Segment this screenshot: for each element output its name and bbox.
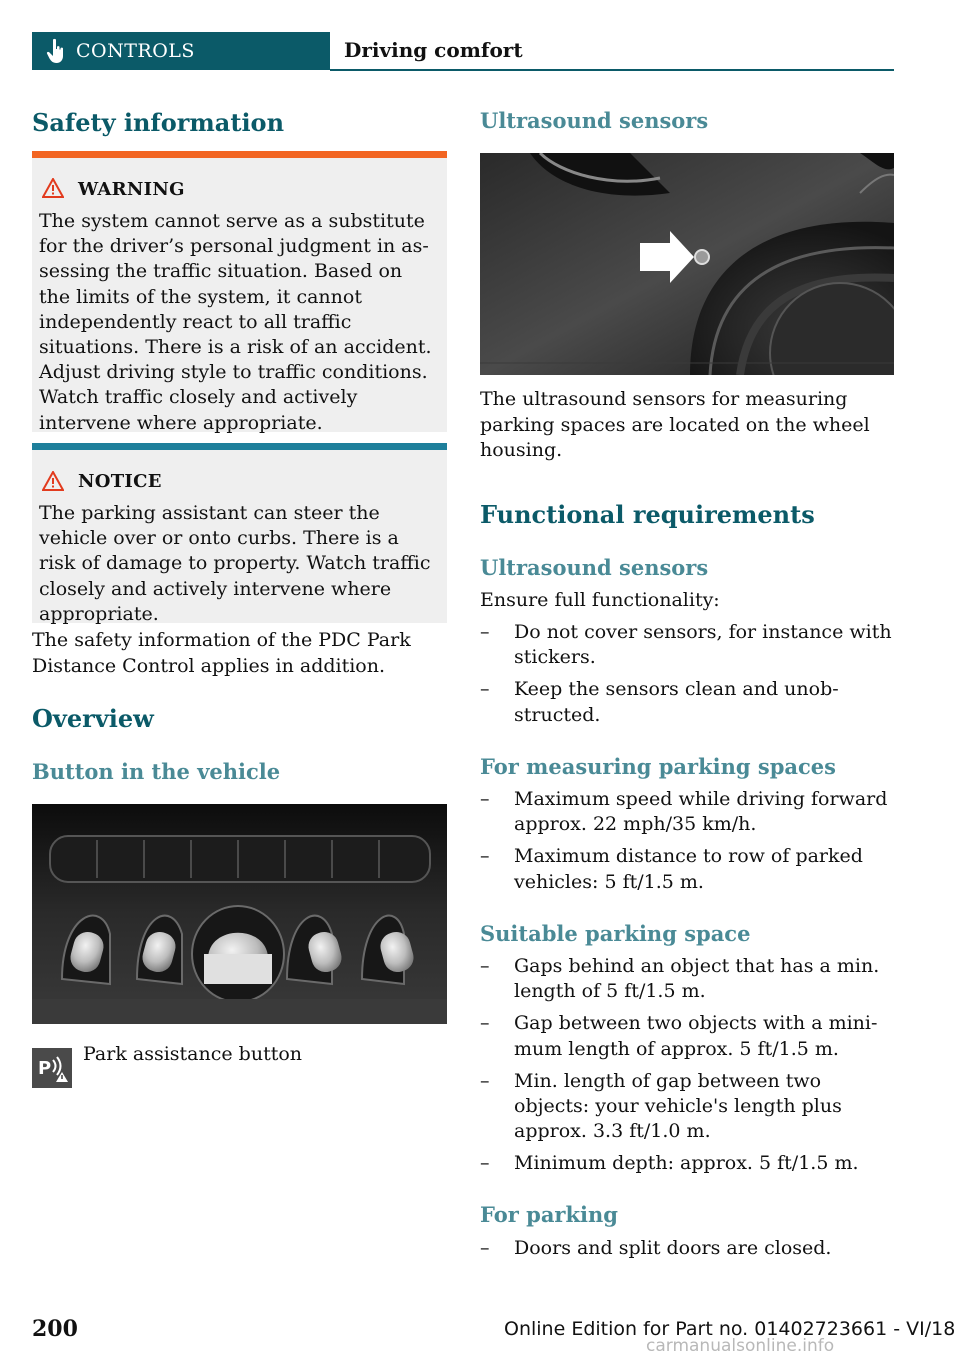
warning-triangle-icon — [42, 178, 64, 198]
list-item: – Gaps behind an object that has a min. length of 5 ft/1.5 m. — [480, 955, 880, 1003]
header-rule — [330, 69, 894, 71]
wheel-sensor-image — [480, 153, 894, 375]
list-item: – Minimum depth: approx. 5 ft/1.5 m. — [480, 1152, 859, 1175]
list-item: – Maximum speed while driving forward approx. 22 mph/35 km/h. — [480, 788, 888, 836]
list-item: – Gap between two objects with a minimum length of approx. 5 ft/1.5 m. — [480, 1012, 878, 1060]
sub2-heading: For measuring parking spaces — [480, 754, 836, 779]
button-caption: Park assistance button — [83, 1043, 303, 1065]
watermark: carmanualsonline.info — [646, 1336, 835, 1356]
overview-heading: Overview — [32, 704, 154, 733]
wheel-sensor-illustration — [480, 153, 894, 375]
functional-heading: Functional requirements — [480, 500, 815, 529]
sub3-heading: Suitable parking space — [480, 921, 751, 946]
notice-triangle-icon — [42, 471, 64, 491]
pdc-text: The safety information of the PDC Park Distance Control applies in addition. — [32, 629, 411, 677]
ultrasound-text: The ultrasound sensors for measuring parking spaces are located on the wheel housing. — [480, 388, 870, 461]
button-heading: Button in the vehicle — [32, 759, 281, 784]
list-item: – Min. length of gap between two objects: your vehicle's length plus approx. 3.3 ft/1.0 m. — [480, 1069, 842, 1143]
ultrasound-heading: Ultrasound sensors — [480, 108, 709, 133]
warning-bar — [32, 151, 447, 158]
sub3-list — [480, 954, 894, 1184]
button-panel-illustration — [32, 804, 447, 1024]
notice-box — [32, 443, 447, 623]
warning-title: WARNING — [78, 179, 185, 200]
section-label: CONTROLS — [76, 40, 195, 62]
notice-bar — [32, 443, 447, 450]
button-panel-image — [32, 804, 447, 1024]
list-item: – Keep the sensors clean and unobstructed. — [480, 678, 839, 726]
warning-text: The system cannot serve as a substitute for the driver’s personal judgment in assessing the traffic situation. Based on the limits of the system, it cannot independently react to all traffic situations. There is a risk of an accident. Adjust driving style to traffic conditions. Watch traffic closely and actively intervene where appropriate. — [39, 210, 432, 434]
list-item: – Maximum distance to row of parked vehicles: 5 ft/1.5 m. — [480, 845, 863, 893]
park-assist-icon — [32, 1048, 72, 1088]
sub1-intro: Ensure full functionality: — [480, 589, 720, 611]
hand-pointer-icon — [46, 38, 66, 64]
safety-heading: Safety information — [32, 108, 285, 137]
svg-text:P: P — [38, 1058, 52, 1079]
edition-footer: Online Edition for Part no. 01402723661 - VI/18 — [504, 1318, 956, 1340]
section-tab — [32, 32, 330, 70]
sub4-list — [480, 1236, 894, 1268]
notice-text: The parking assistant can steer the vehicle over or onto curbs. There is a risk of damage to property. Watch traffic closely and actively intervene where appropriate. — [39, 502, 431, 625]
sub1-heading: Ultrasound sensors — [480, 555, 709, 580]
notice-title: NOTICE — [78, 471, 162, 492]
page-title: Driving comfort — [344, 38, 523, 62]
list-item: – Do not cover sensors, for instance with stickers. — [480, 621, 892, 669]
sub1-list — [480, 620, 894, 735]
list-item: – Doors and split doors are closed. — [480, 1237, 832, 1259]
sub4-heading: For parking — [480, 1202, 618, 1227]
warning-box — [32, 151, 447, 432]
page-number: 200 — [32, 1316, 78, 1342]
sub2-list — [480, 787, 894, 902]
